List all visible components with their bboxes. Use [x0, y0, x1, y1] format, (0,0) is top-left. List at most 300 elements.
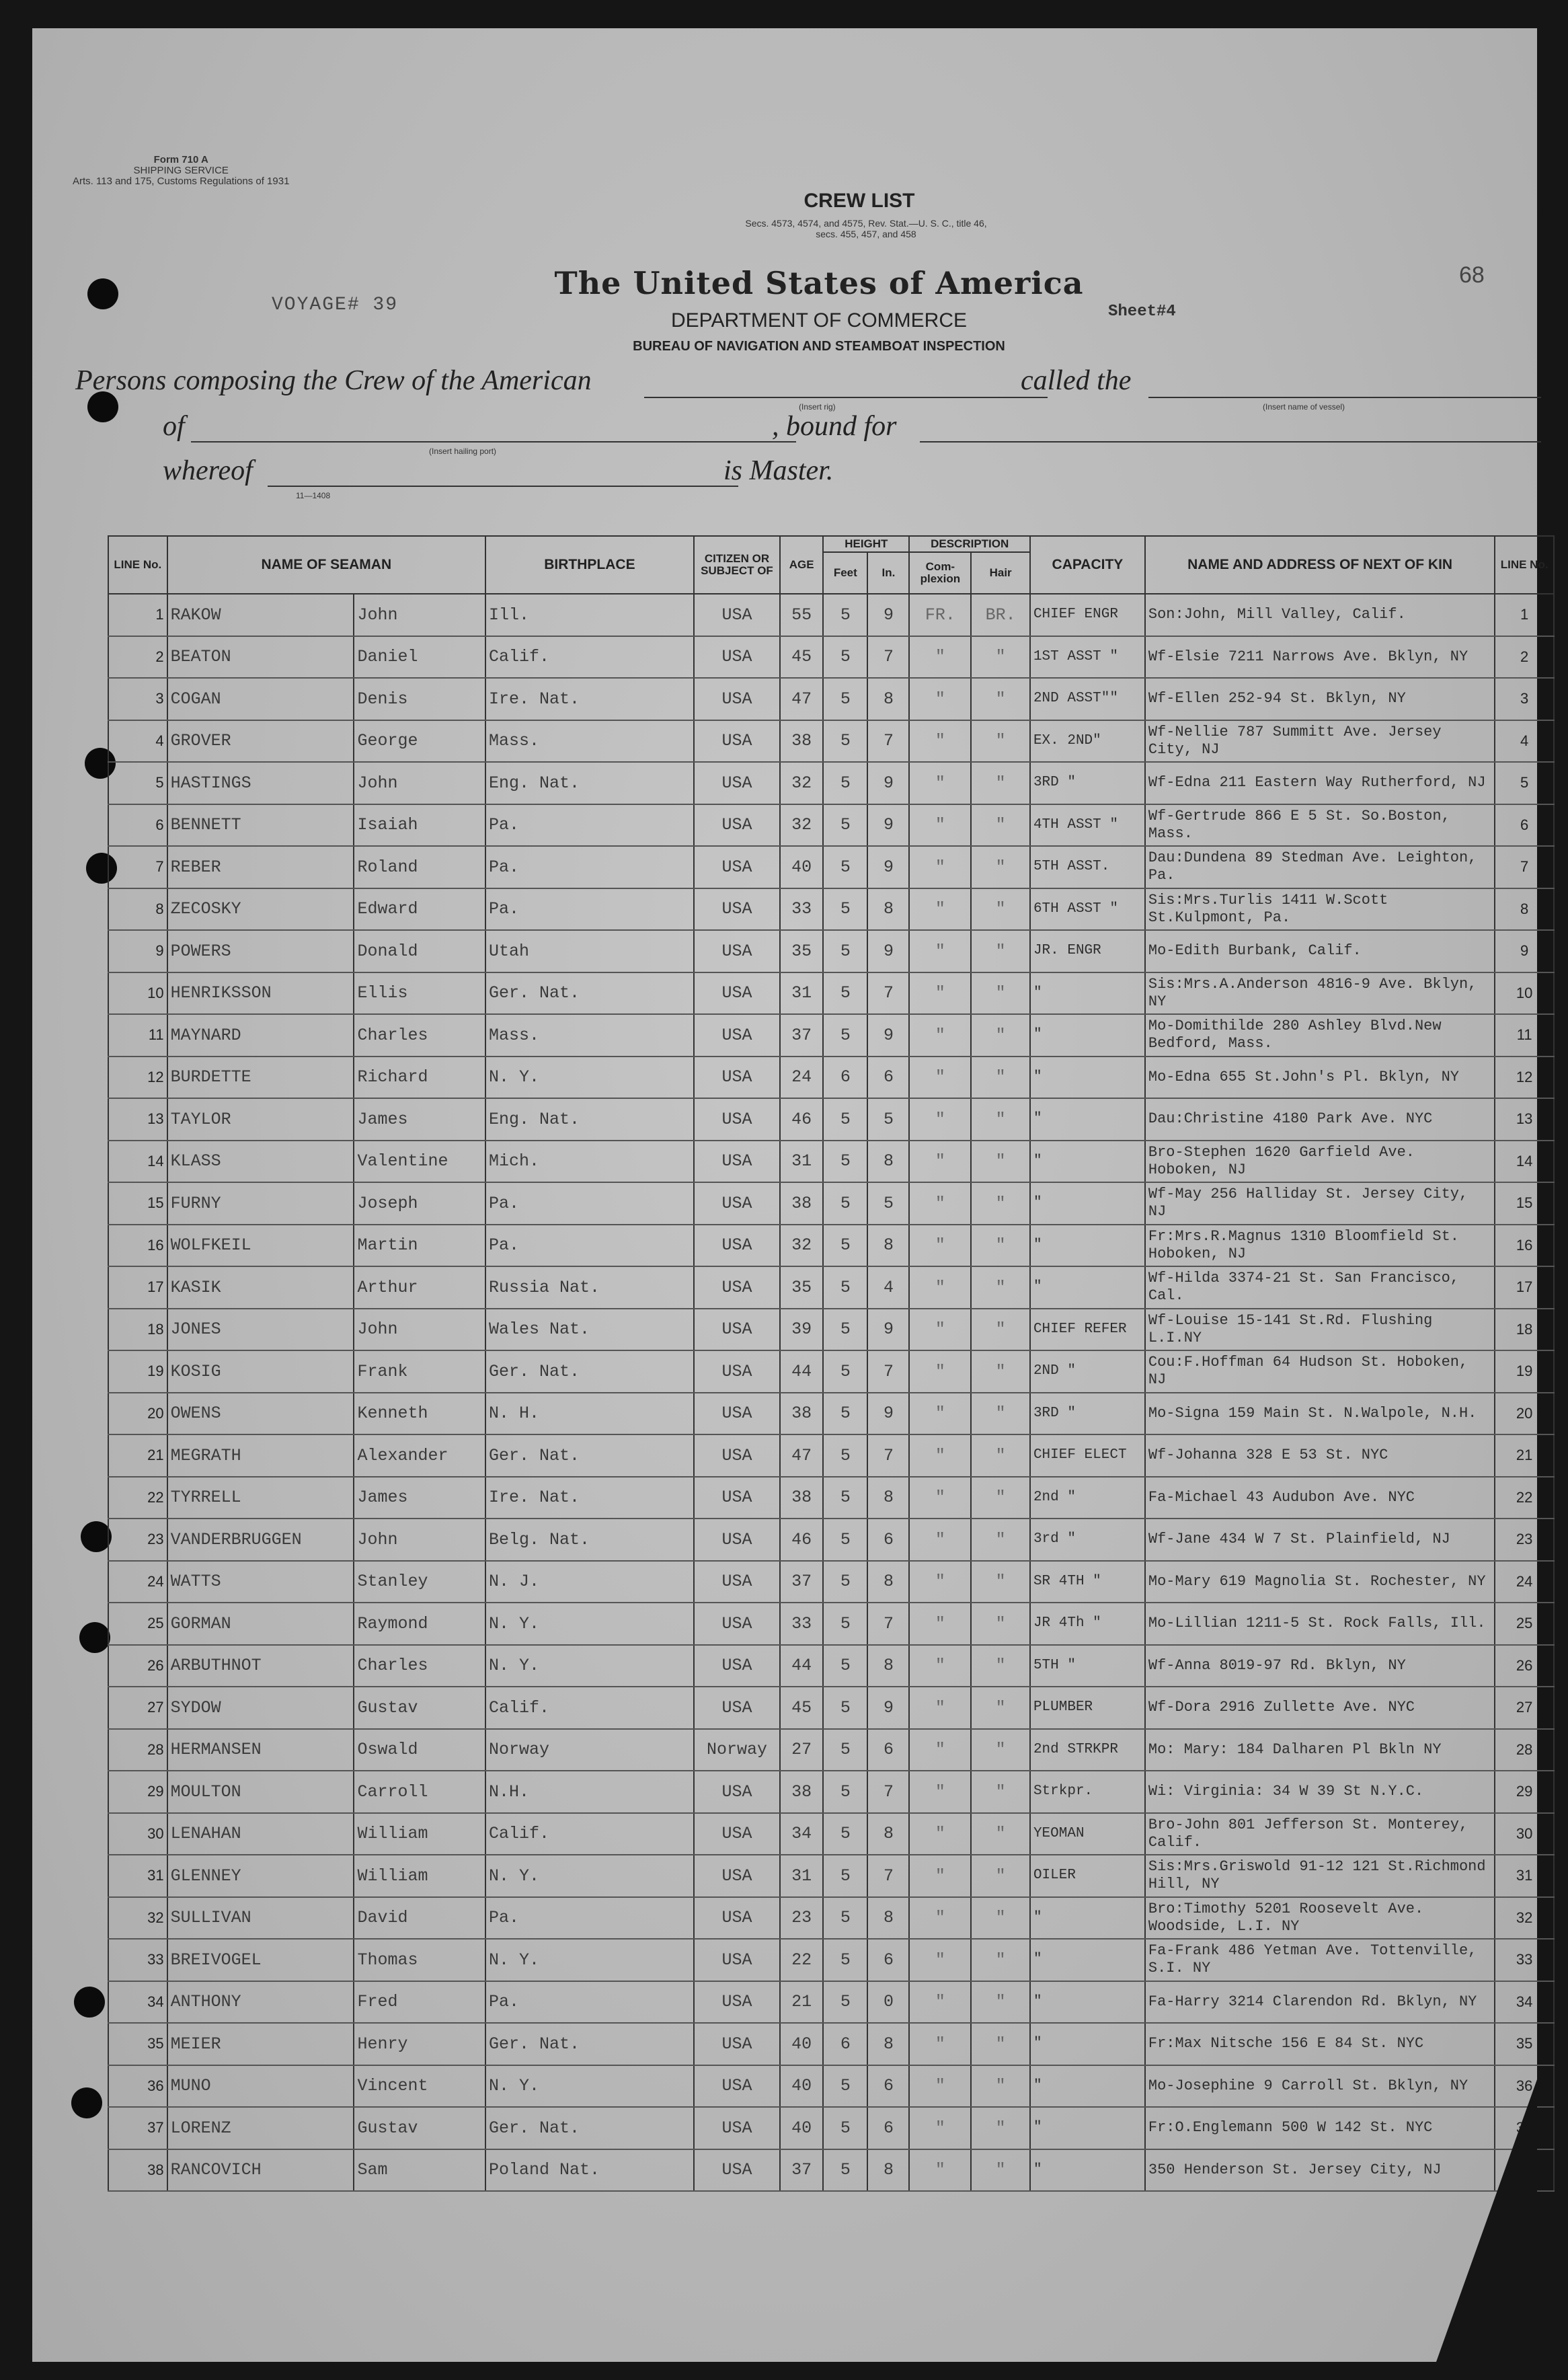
capacity: "	[1030, 1266, 1145, 1309]
seaman-given-name: Thomas	[354, 1939, 485, 1981]
seaman-surname: WOLFKEIL	[167, 1225, 354, 1267]
row-line-number-right: 7	[1495, 846, 1554, 888]
age: 23	[780, 1897, 823, 1940]
country-title: The United States of America	[554, 265, 1084, 301]
hair-color: "	[971, 1014, 1030, 1057]
next-of-kin: Fa-Harry 3214 Clarendon Rd. Bklyn, NY	[1145, 1981, 1495, 2024]
age: 31	[780, 1141, 823, 1183]
height-inches: 9	[867, 1393, 909, 1435]
height-inches: 8	[867, 1813, 909, 1855]
age: 27	[780, 1729, 823, 1771]
crew-list-sheet	[32, 28, 1549, 2362]
capacity: 3RD "	[1030, 1393, 1145, 1435]
next-of-kin: Dau:Christine 4180 Park Ave. NYC	[1145, 1098, 1495, 1141]
table-row	[108, 1266, 1554, 1309]
bureau-name: BUREAU OF NAVIGATION AND STEAMBOAT INSPECTION	[633, 339, 1005, 354]
age: 40	[780, 2065, 823, 2108]
height-feet: 5	[823, 678, 867, 720]
row-line-number: 34	[108, 1981, 167, 2024]
capacity: 1ST ASST "	[1030, 636, 1145, 679]
seaman-surname: LORENZ	[167, 2107, 354, 2149]
birthplace: Ire. Nat.	[485, 1477, 694, 1519]
seaman-given-name: David	[354, 1897, 485, 1940]
height-feet: 5	[823, 888, 867, 931]
row-line-number: 15	[108, 1182, 167, 1225]
crew-list-title: CREW LIST	[803, 190, 915, 212]
hair-color: "	[971, 1939, 1030, 1981]
row-line-number: 33	[108, 1939, 167, 1981]
row-line-number: 7	[108, 846, 167, 888]
complexion: "	[909, 762, 971, 804]
row-line-number-right: 9	[1495, 930, 1554, 972]
seaman-given-name: Vincent	[354, 2065, 485, 2108]
hair-color: "	[971, 1393, 1030, 1435]
hair-color: "	[971, 678, 1030, 720]
seaman-given-name: William	[354, 1813, 485, 1855]
age: 38	[780, 1477, 823, 1519]
next-of-kin: Wf-Gertrude 866 E 5 St. So.Boston, Mass.	[1145, 804, 1495, 847]
seaman-surname: RANCOVICH	[167, 2149, 354, 2192]
birthplace: Pa.	[485, 1225, 694, 1267]
capacity: 5TH ASST.	[1030, 846, 1145, 888]
height-feet: 5	[823, 1897, 867, 1940]
seaman-given-name: Henry	[354, 2023, 485, 2065]
col-citizen: CITIZEN OR SUBJECT OF	[694, 536, 780, 594]
birthplace: Calif.	[485, 636, 694, 679]
row-line-number-right: 37	[1495, 2107, 1554, 2149]
birthplace: N. Y.	[485, 2065, 694, 2108]
hair-color: "	[971, 1519, 1030, 1561]
row-line-number: 11	[108, 1014, 167, 1057]
next-of-kin: Bro-John 801 Jefferson St. Monterey, Calif.	[1145, 1813, 1495, 1855]
table-row	[108, 1309, 1554, 1351]
capacity: 3rd "	[1030, 1519, 1145, 1561]
citizenship: USA	[694, 972, 780, 1015]
birthplace: N. Y.	[485, 1603, 694, 1645]
height-feet: 5	[823, 930, 867, 972]
row-line-number: 30	[108, 1813, 167, 1855]
capacity: CHIEF REFER	[1030, 1309, 1145, 1351]
hair-color: "	[971, 1434, 1030, 1477]
height-inches: 6	[867, 2107, 909, 2149]
col-birthplace: BIRTHPLACE	[485, 536, 694, 594]
age: 34	[780, 1813, 823, 1855]
row-line-number-right: 29	[1495, 1771, 1554, 1813]
age: 37	[780, 1014, 823, 1057]
row-line-number-right: 15	[1495, 1182, 1554, 1225]
table-row	[108, 1057, 1554, 1099]
row-line-number-right: 4	[1495, 720, 1554, 763]
hair-color: "	[971, 1561, 1030, 1603]
complexion: "	[909, 1981, 971, 2024]
birthplace: Mich.	[485, 1141, 694, 1183]
height-inches: 6	[867, 2065, 909, 2108]
crew-table-wrapper	[108, 535, 1555, 2192]
form-number: Form 710 A	[153, 154, 208, 165]
seaman-given-name: Gustav	[354, 1687, 485, 1729]
hair-color: BR.	[971, 594, 1030, 636]
row-line-number: 28	[108, 1729, 167, 1771]
citizenship: USA	[694, 846, 780, 888]
next-of-kin: 350 Henderson St. Jersey City, NJ	[1145, 2149, 1495, 2192]
citizenship: USA	[694, 1182, 780, 1225]
next-of-kin: Mo-Signa 159 Main St. N.Walpole, N.H.	[1145, 1393, 1495, 1435]
age: 46	[780, 1519, 823, 1561]
hair-color: "	[971, 636, 1030, 679]
capacity: 2nd "	[1030, 1477, 1145, 1519]
height-feet: 5	[823, 1813, 867, 1855]
hair-color: "	[971, 1098, 1030, 1141]
birthplace: Mass.	[485, 720, 694, 763]
table-row	[108, 1855, 1554, 1897]
hair-color: "	[971, 720, 1030, 763]
row-line-number-right: 13	[1495, 1098, 1554, 1141]
seaman-surname: BEATON	[167, 636, 354, 679]
citizenship: USA	[694, 1225, 780, 1267]
birthplace: Pa.	[485, 1897, 694, 1940]
seaman-given-name: James	[354, 1477, 485, 1519]
hair-color: "	[971, 1687, 1030, 1729]
hailing-port-hint: (Insert hailing port)	[429, 447, 497, 456]
height-inches: 5	[867, 1182, 909, 1225]
complexion: "	[909, 1182, 971, 1225]
row-line-number-right: 38	[1495, 2149, 1554, 2192]
age: 40	[780, 846, 823, 888]
row-line-number-right: 16	[1495, 1225, 1554, 1267]
hair-color: "	[971, 1182, 1030, 1225]
next-of-kin: Sis:Mrs.Griswold 91-12 121 St.Richmond Hill, NY	[1145, 1855, 1495, 1897]
seaman-given-name: John	[354, 1309, 485, 1351]
row-line-number-right: 3	[1495, 678, 1554, 720]
height-feet: 5	[823, 1519, 867, 1561]
height-inches: 8	[867, 1225, 909, 1267]
hair-color: "	[971, 1813, 1030, 1855]
citizenship: USA	[694, 1519, 780, 1561]
hair-color: "	[971, 888, 1030, 931]
complexion: "	[909, 636, 971, 679]
preamble-bound-for: , bound for	[772, 411, 897, 442]
table-row	[108, 846, 1554, 888]
birthplace: N.H.	[485, 1771, 694, 1813]
table-row	[108, 888, 1554, 931]
seaman-given-name: Raymond	[354, 1603, 485, 1645]
seaman-surname: FURNY	[167, 1182, 354, 1225]
capacity: 5TH "	[1030, 1645, 1145, 1687]
row-line-number-right: 32	[1495, 1897, 1554, 1940]
next-of-kin: Mo-Edith Burbank, Calif.	[1145, 930, 1495, 972]
birthplace: Ill.	[485, 594, 694, 636]
height-feet: 5	[823, 1350, 867, 1393]
capacity: "	[1030, 2065, 1145, 2108]
next-of-kin: Wf-May 256 Halliday St. Jersey City, NJ	[1145, 1182, 1495, 1225]
height-feet: 5	[823, 594, 867, 636]
capacity: "	[1030, 1939, 1145, 1981]
age: 21	[780, 1981, 823, 2024]
row-line-number: 23	[108, 1519, 167, 1561]
next-of-kin: Wf-Nellie 787 Summitt Ave. Jersey City, NJ	[1145, 720, 1495, 763]
seaman-surname: SYDOW	[167, 1687, 354, 1729]
seaman-surname: MEGRATH	[167, 1434, 354, 1477]
capacity: JR 4Th "	[1030, 1603, 1145, 1645]
seaman-surname: ARBUTHNOT	[167, 1645, 354, 1687]
citizenship: USA	[694, 1014, 780, 1057]
capacity: JR. ENGR	[1030, 930, 1145, 972]
capacity: 4TH ASST "	[1030, 804, 1145, 847]
hair-color: "	[971, 804, 1030, 847]
hair-color: "	[971, 1141, 1030, 1183]
department-name: DEPARTMENT OF COMMERCE	[670, 309, 968, 332]
height-feet: 5	[823, 1561, 867, 1603]
table-row	[108, 1434, 1554, 1477]
height-feet: 5	[823, 1939, 867, 1981]
seaman-surname: TYRRELL	[167, 1477, 354, 1519]
capacity: CHIEF ENGR	[1030, 594, 1145, 636]
seaman-given-name: Stanley	[354, 1561, 485, 1603]
height-inches: 7	[867, 1350, 909, 1393]
row-line-number-right: 22	[1495, 1477, 1554, 1519]
hair-color: "	[971, 1897, 1030, 1940]
complexion: "	[909, 1477, 971, 1519]
height-feet: 5	[823, 1098, 867, 1141]
height-inches: 9	[867, 594, 909, 636]
complexion: FR.	[909, 594, 971, 636]
seaman-given-name: Frank	[354, 1350, 485, 1393]
form-service: SHIPPING SERVICE	[133, 165, 229, 176]
capacity: PLUMBER	[1030, 1687, 1145, 1729]
punch-hole	[79, 1622, 110, 1653]
row-line-number: 14	[108, 1141, 167, 1183]
birthplace: N. Y.	[485, 1939, 694, 1981]
next-of-kin: Mo-Edna 655 St.John's Pl. Bklyn, NY	[1145, 1057, 1495, 1099]
age: 32	[780, 1225, 823, 1267]
table-row	[108, 804, 1554, 847]
capacity: SR 4TH "	[1030, 1561, 1145, 1603]
age: 38	[780, 720, 823, 763]
capacity: 2nd STRKPR	[1030, 1729, 1145, 1771]
seaman-given-name: John	[354, 1519, 485, 1561]
height-inches: 6	[867, 1519, 909, 1561]
seaman-surname: ANTHONY	[167, 1981, 354, 2024]
citizenship: USA	[694, 2065, 780, 2108]
complexion: "	[909, 888, 971, 931]
complexion: "	[909, 1561, 971, 1603]
row-line-number: 32	[108, 1897, 167, 1940]
row-line-number: 24	[108, 1561, 167, 1603]
height-inches: 7	[867, 636, 909, 679]
hair-color: "	[971, 1981, 1030, 2024]
seaman-given-name: Donald	[354, 930, 485, 972]
punch-hole	[87, 278, 118, 309]
capacity: "	[1030, 1182, 1145, 1225]
row-line-number: 9	[108, 930, 167, 972]
seaman-given-name: Isaiah	[354, 804, 485, 847]
seaman-surname: VANDERBRUGGEN	[167, 1519, 354, 1561]
height-feet: 5	[823, 2107, 867, 2149]
statute-line-2: secs. 455, 457, and 458	[816, 229, 916, 239]
height-inches: 8	[867, 2149, 909, 2192]
table-row	[108, 594, 1554, 636]
hair-color: "	[971, 1057, 1030, 1099]
age: 45	[780, 1687, 823, 1729]
seaman-given-name: Joseph	[354, 1182, 485, 1225]
row-line-number: 1	[108, 594, 167, 636]
next-of-kin: Wf-Jane 434 W 7 St. Plainfield, NJ	[1145, 1519, 1495, 1561]
row-line-number: 37	[108, 2107, 167, 2149]
birthplace: Ire. Nat.	[485, 678, 694, 720]
row-line-number: 10	[108, 972, 167, 1015]
birthplace: Calif.	[485, 1813, 694, 1855]
seaman-surname: BURDETTE	[167, 1057, 354, 1099]
capacity: "	[1030, 2107, 1145, 2149]
next-of-kin: Wf-Anna 8019-97 Rd. Bklyn, NY	[1145, 1645, 1495, 1687]
citizenship: USA	[694, 1477, 780, 1519]
capacity: "	[1030, 972, 1145, 1015]
row-line-number-right: 24	[1495, 1561, 1554, 1603]
row-line-number: 19	[108, 1350, 167, 1393]
seaman-surname: MOULTON	[167, 1771, 354, 1813]
height-feet: 5	[823, 636, 867, 679]
age: 32	[780, 762, 823, 804]
table-row	[108, 1182, 1554, 1225]
table-row	[108, 1098, 1554, 1141]
age: 55	[780, 594, 823, 636]
table-row	[108, 1645, 1554, 1687]
citizenship: USA	[694, 1350, 780, 1393]
capacity: "	[1030, 2149, 1145, 2192]
seaman-surname: HENRIKSSON	[167, 972, 354, 1015]
complexion: "	[909, 972, 971, 1015]
table-row	[108, 2065, 1554, 2108]
complexion: "	[909, 1141, 971, 1183]
hair-color: "	[971, 762, 1030, 804]
citizenship: USA	[694, 1897, 780, 1940]
age: 33	[780, 888, 823, 931]
next-of-kin: Wi: Virginia: 34 W 39 St N.Y.C.	[1145, 1771, 1495, 1813]
complexion: "	[909, 1519, 971, 1561]
vessel-blank	[1148, 397, 1541, 398]
citizenship: USA	[694, 594, 780, 636]
complexion: "	[909, 1687, 971, 1729]
birthplace: Calif.	[485, 1687, 694, 1729]
next-of-kin: Mo-Josephine 9 Carroll St. Bklyn, NY	[1145, 2065, 1495, 2108]
birthplace: Pa.	[485, 888, 694, 931]
capacity: "	[1030, 1014, 1145, 1057]
hair-color: "	[971, 1350, 1030, 1393]
next-of-kin: Fr:Max Nitsche 156 E 84 St. NYC	[1145, 2023, 1495, 2065]
row-line-number: 38	[108, 2149, 167, 2192]
birthplace: Pa.	[485, 1182, 694, 1225]
seaman-given-name: George	[354, 720, 485, 763]
next-of-kin: Fr:O.Englemann 500 W 142 St. NYC	[1145, 2107, 1495, 2149]
preamble-called-the: called the	[1021, 365, 1132, 396]
table-row	[108, 1729, 1554, 1771]
row-line-number: 4	[108, 720, 167, 763]
height-feet: 6	[823, 2023, 867, 2065]
height-feet: 5	[823, 1855, 867, 1897]
next-of-kin: Bro:Timothy 5201 Roosevelt Ave. Woodside, L.I. NY	[1145, 1897, 1495, 1940]
birthplace: Ger. Nat.	[485, 2107, 694, 2149]
col-height: HEIGHT	[823, 536, 909, 552]
height-feet: 5	[823, 1687, 867, 1729]
complexion: "	[909, 1309, 971, 1351]
row-line-number: 22	[108, 1477, 167, 1519]
complexion: "	[909, 1098, 971, 1141]
complexion: "	[909, 1393, 971, 1435]
next-of-kin: Mo-Domithilde 280 Ashley Blvd.New Bedford, Mass.	[1145, 1014, 1495, 1057]
row-line-number-right: 8	[1495, 888, 1554, 931]
row-line-number-right: 6	[1495, 804, 1554, 847]
citizenship: USA	[694, 1981, 780, 2024]
seaman-surname: GLENNEY	[167, 1855, 354, 1897]
sheet-number: Sheet#4	[1108, 303, 1176, 321]
complexion: "	[909, 1771, 971, 1813]
hair-color: "	[971, 1266, 1030, 1309]
col-capacity: CAPACITY	[1030, 536, 1145, 594]
height-inches: 0	[867, 1981, 909, 2024]
height-feet: 5	[823, 1729, 867, 1771]
complexion: "	[909, 1603, 971, 1645]
row-line-number-right: 11	[1495, 1014, 1554, 1057]
seaman-given-name: Gustav	[354, 2107, 485, 2149]
row-line-number-right: 18	[1495, 1309, 1554, 1351]
age: 35	[780, 930, 823, 972]
row-line-number-right: 33	[1495, 1939, 1554, 1981]
complexion: "	[909, 1225, 971, 1267]
row-line-number: 18	[108, 1309, 167, 1351]
hair-color: "	[971, 1309, 1030, 1351]
height-feet: 5	[823, 1477, 867, 1519]
complexion: "	[909, 930, 971, 972]
height-inches: 7	[867, 1855, 909, 1897]
preamble-persons: Persons composing the Crew of the American	[75, 365, 592, 396]
age: 32	[780, 804, 823, 847]
table-row	[108, 2149, 1554, 2192]
seaman-given-name: Valentine	[354, 1141, 485, 1183]
row-line-number-right: 36	[1495, 2065, 1554, 2108]
seaman-surname: GROVER	[167, 720, 354, 763]
next-of-kin: Cou:F.Hoffman 64 Hudson St. Hoboken, NJ	[1145, 1350, 1495, 1393]
age: 38	[780, 1182, 823, 1225]
next-of-kin: Wf-Ellen 252-94 St. Bklyn, NY	[1145, 678, 1495, 720]
age: 35	[780, 1266, 823, 1309]
hair-color: "	[971, 2023, 1030, 2065]
crew-table	[108, 535, 1555, 2192]
height-inches: 5	[867, 1098, 909, 1141]
capacity: "	[1030, 1225, 1145, 1267]
height-inches: 8	[867, 1141, 909, 1183]
hair-color: "	[971, 1603, 1030, 1645]
table-row	[108, 1141, 1554, 1183]
row-line-number: 29	[108, 1771, 167, 1813]
height-feet: 5	[823, 762, 867, 804]
seaman-given-name: James	[354, 1098, 485, 1141]
table-row	[108, 1939, 1554, 1981]
seaman-surname: ZECOSKY	[167, 888, 354, 931]
next-of-kin: Dau:Dundena 89 Stedman Ave. Leighton, Pa.	[1145, 846, 1495, 888]
birthplace: Eng. Nat.	[485, 1098, 694, 1141]
height-feet: 5	[823, 1141, 867, 1183]
height-inches: 9	[867, 1014, 909, 1057]
row-line-number-right: 5	[1495, 762, 1554, 804]
seaman-given-name: Alexander	[354, 1434, 485, 1477]
height-feet: 5	[823, 1014, 867, 1057]
complexion: "	[909, 1350, 971, 1393]
seaman-surname: JONES	[167, 1309, 354, 1351]
seaman-given-name: Daniel	[354, 636, 485, 679]
row-line-number-right: 30	[1495, 1813, 1554, 1855]
height-inches: 9	[867, 930, 909, 972]
hair-color: "	[971, 930, 1030, 972]
